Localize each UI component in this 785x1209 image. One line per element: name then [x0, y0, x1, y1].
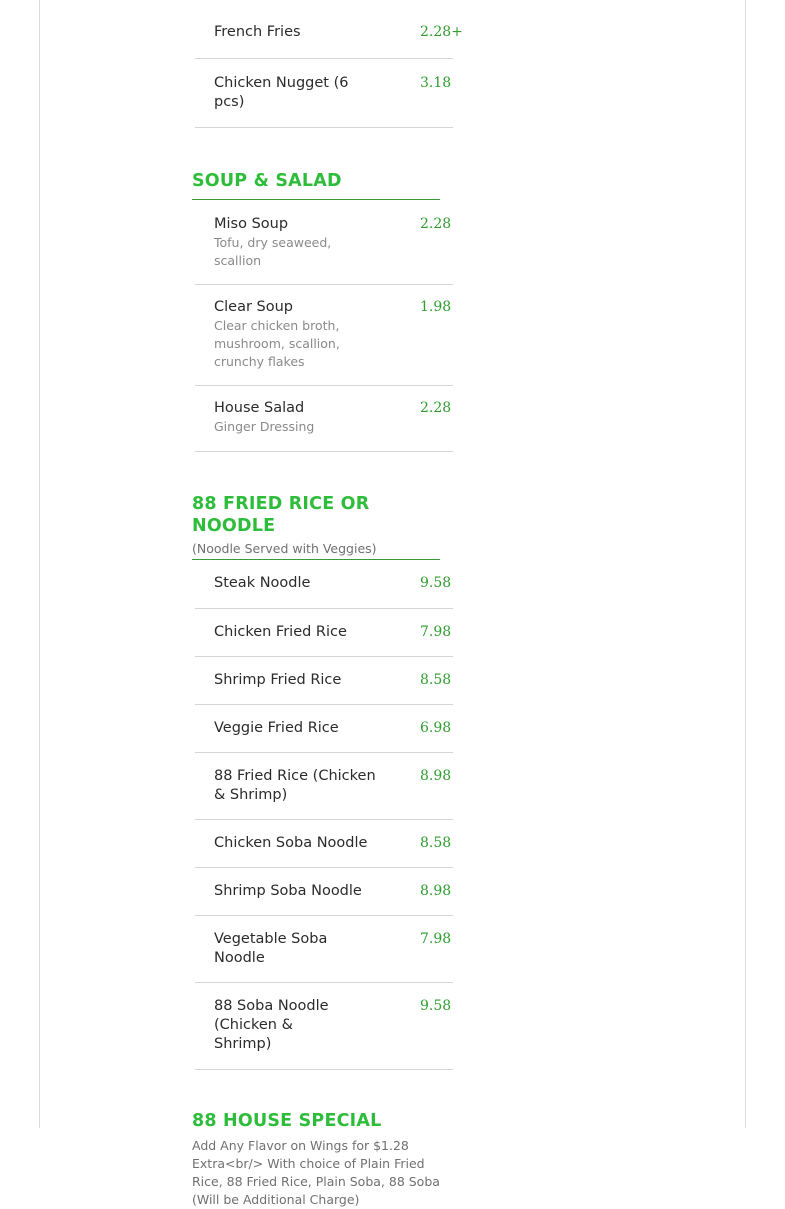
section-title: 88 FRIED RICE OR NOODLE — [192, 494, 370, 536]
item-price: 6.98 — [420, 720, 452, 736]
item-price: 2.28 — [420, 216, 452, 232]
item-name: Vegetable Soba Noodle — [214, 931, 328, 966]
menu-item-house-salad[interactable] — [195, 386, 453, 452]
item-name: Miso Soup — [214, 216, 289, 232]
section-title: 88 HOUSE SPECIAL — [192, 1111, 382, 1131]
section-note: (Noodle Served with Veggies) — [192, 541, 377, 556]
item-price: 1.98 — [420, 299, 452, 315]
menu-item-chicken-soba-noodle[interactable] — [195, 820, 453, 868]
menu-section-house-special — [192, 1110, 457, 1209]
item-price: 8.58 — [420, 672, 452, 688]
menu-section-fried-rice-noodle — [192, 493, 457, 1070]
item-name: 88 Fried Rice (Chicken & Shrimp) — [214, 768, 376, 803]
item-price: 9.58 — [420, 575, 452, 591]
item-price: 8.58 — [420, 835, 452, 851]
item-price: 7.98 — [420, 931, 452, 947]
item-name: Chicken Fried Rice — [214, 624, 347, 640]
menu-item-veggie-fried-rice[interactable] — [195, 705, 453, 753]
item-description: Tofu, dry seaweed, scallion — [214, 235, 332, 268]
menu-item-shrimp-fried-rice[interactable] — [195, 657, 453, 705]
menu-section-sides — [192, 0, 463, 128]
item-price: 9.58 — [420, 998, 452, 1014]
item-name: Chicken Nugget (6 pcs) — [214, 75, 349, 110]
item-price: 7.98 — [420, 624, 452, 640]
menu-item-vegetable-soba-noodle[interactable] — [195, 916, 453, 983]
item-name: Shrimp Fried Rice — [214, 672, 342, 688]
item-name: French Fries — [214, 24, 301, 40]
menu-column — [192, 0, 463, 1209]
menu-item-clear-soup[interactable] — [195, 285, 453, 386]
item-price: 2.28 — [420, 400, 452, 416]
menu-item-miso-soup[interactable] — [195, 200, 453, 285]
menu-item-steak-noodle[interactable] — [195, 560, 453, 609]
item-price: 8.98 — [420, 883, 452, 899]
item-description: Ginger Dressing — [214, 419, 315, 434]
item-name: Clear Soup — [214, 299, 293, 315]
item-price: 2.28+ — [420, 24, 463, 40]
menu-item-chicken-nugget[interactable] — [195, 59, 453, 128]
item-price: 3.18 — [420, 75, 452, 91]
menu-item-88-soba-noodle[interactable] — [195, 983, 453, 1070]
item-description: Clear chicken broth, mushroom, scallion, crunchy flakes — [214, 318, 340, 369]
menu-item-french-fries[interactable] — [195, 0, 463, 59]
item-name: Veggie Fried Rice — [214, 720, 339, 736]
section-title: SOUP & SALAD — [192, 171, 342, 191]
item-name: House Salad — [214, 400, 305, 416]
menu-section-soup-salad — [192, 170, 457, 452]
item-name: Chicken Soba Noodle — [214, 835, 368, 851]
menu-item-88-fried-rice[interactable] — [195, 753, 453, 820]
item-name: 88 Soba Noodle (Chicken & Shrimp) — [214, 998, 329, 1052]
menu-item-chicken-fried-rice[interactable] — [195, 609, 453, 657]
item-name: Shrimp Soba Noodle — [214, 883, 362, 899]
item-name: Steak Noodle — [214, 575, 311, 591]
item-price: 8.98 — [420, 768, 452, 784]
menu-item-shrimp-soba-noodle[interactable] — [195, 868, 453, 916]
section-note: Add Any Flavor on Wings for $1.28 Extra<br/> With choice of Plain Fried Rice, 88 Fried Rice, Plain Soba, 88 Soba (Will be Additional Charge) — [192, 1138, 440, 1207]
